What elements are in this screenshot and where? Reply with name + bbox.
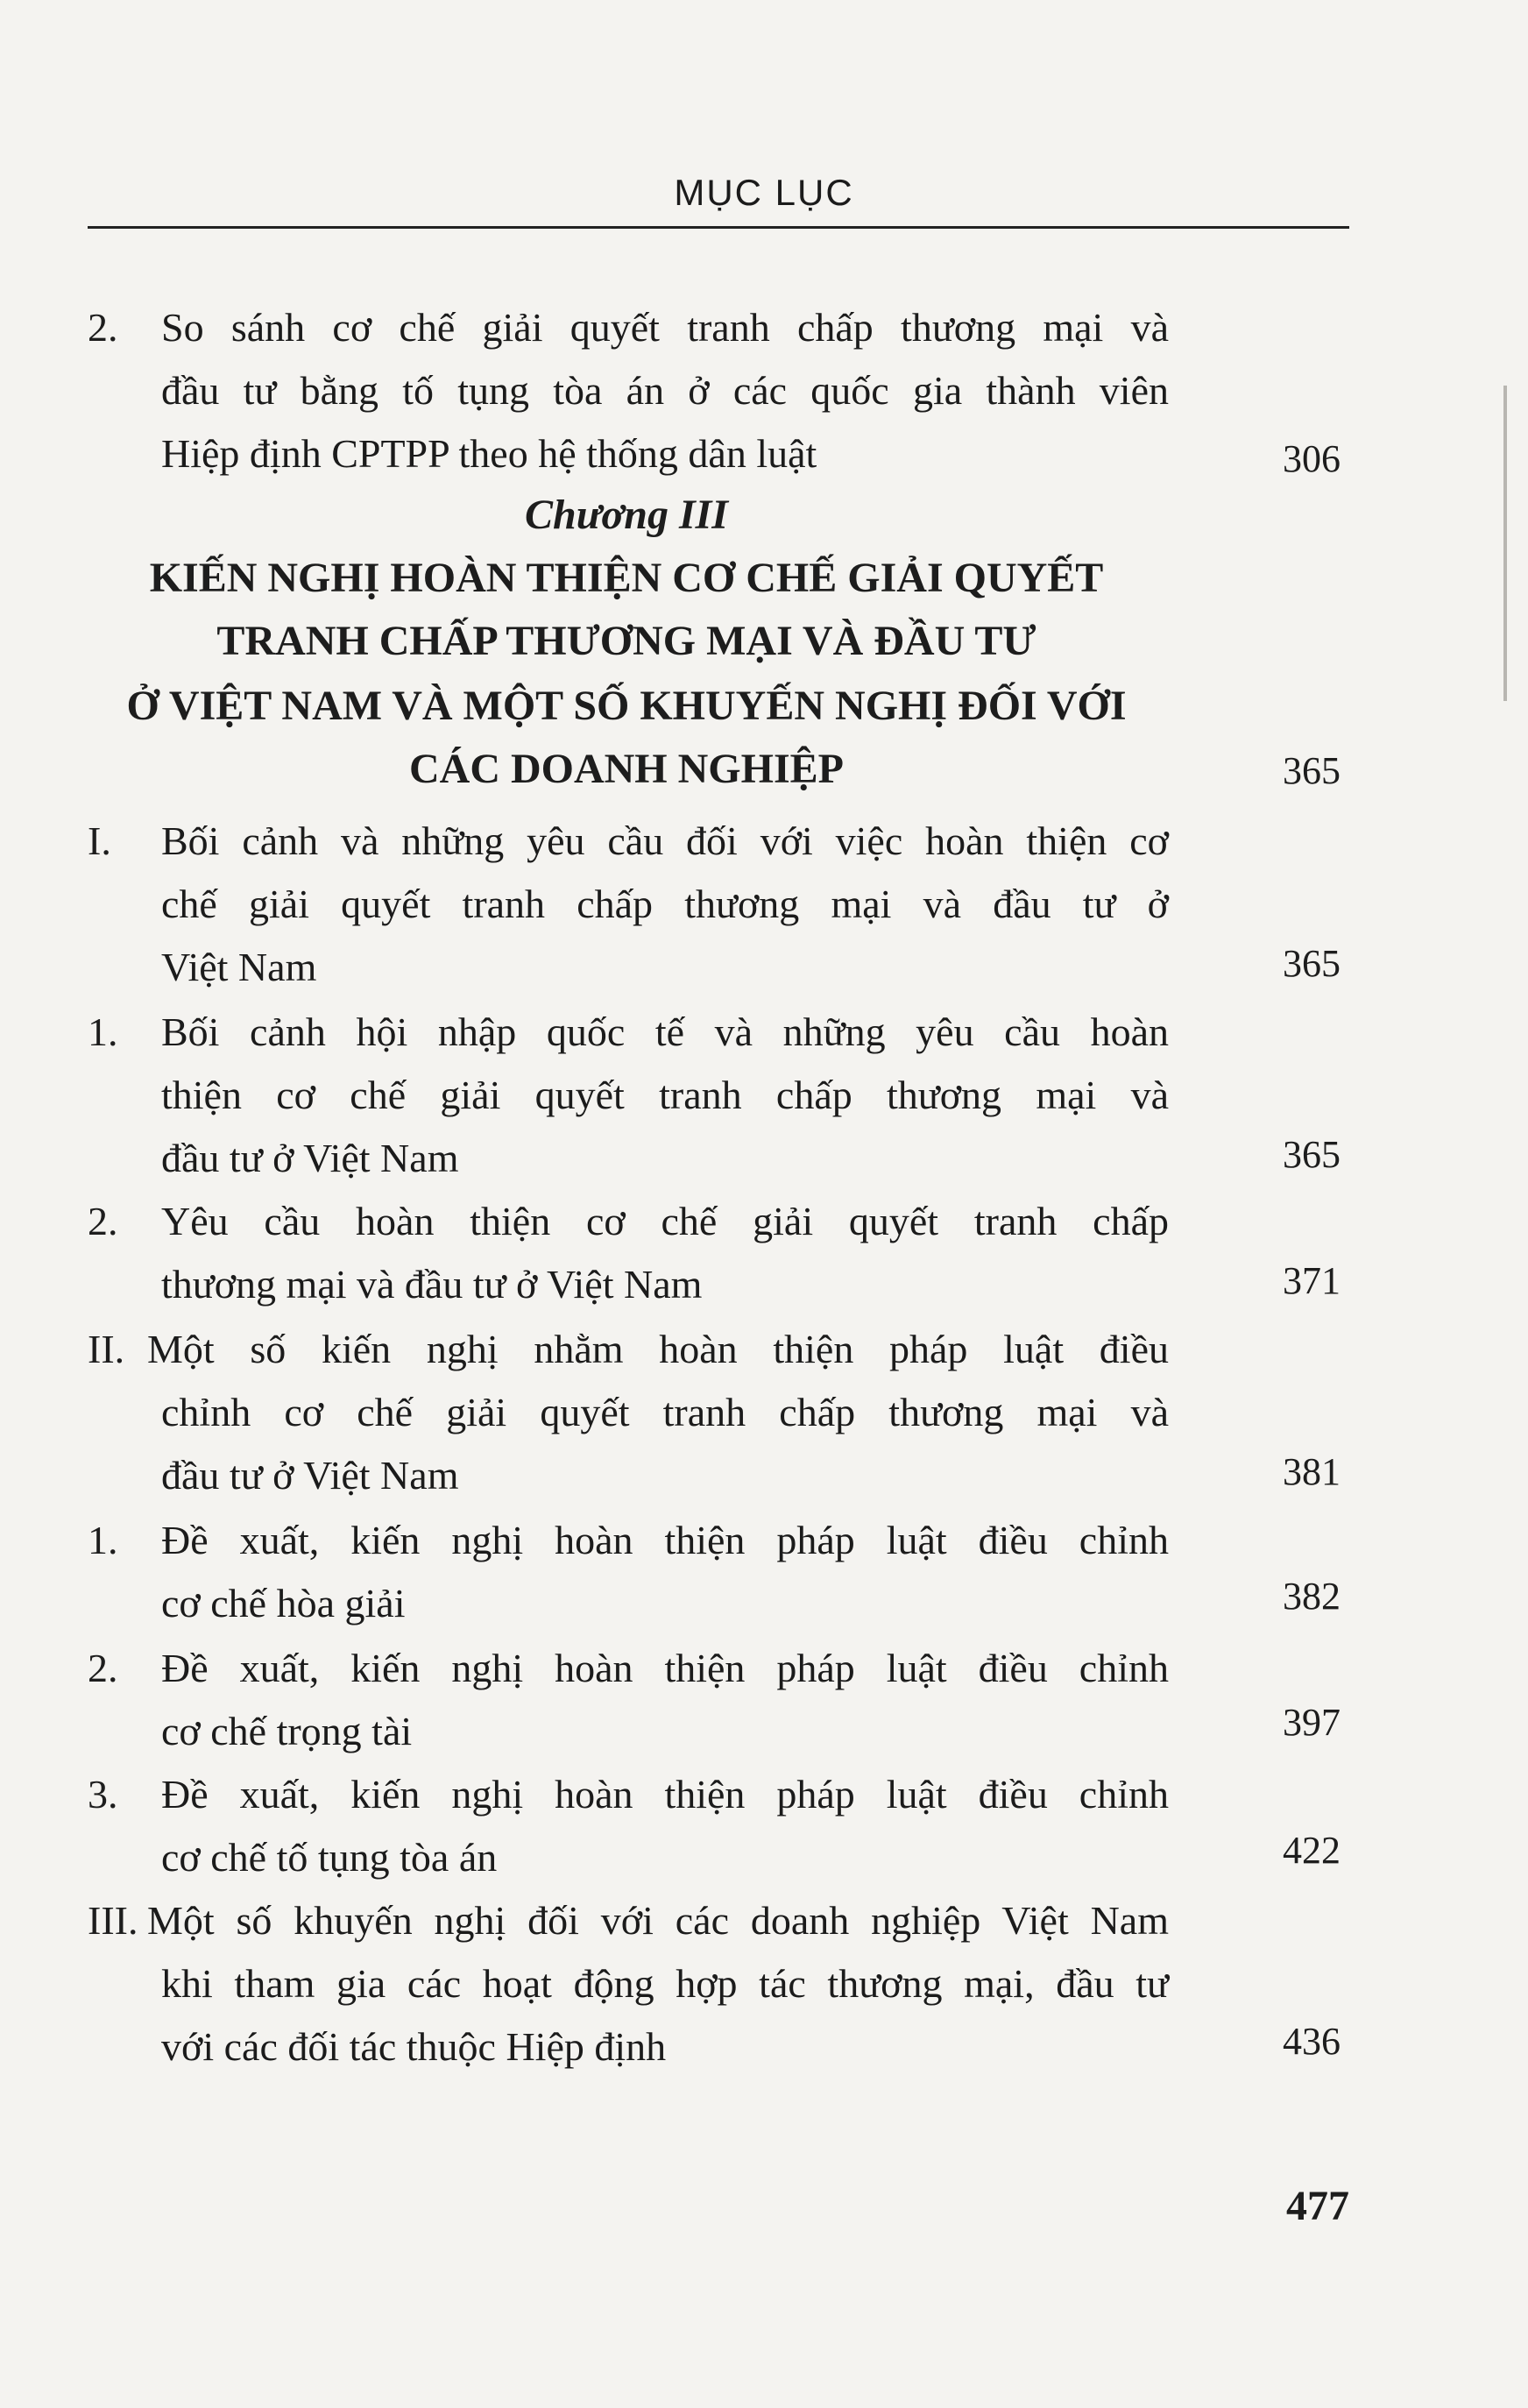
toc-entry-number: 2. <box>88 1199 118 1243</box>
chapter-page: 365 <box>1283 749 1341 792</box>
toc-entry-number: II. <box>88 1327 125 1371</box>
toc-entry-line: Một số kiến nghị nhằm hoàn thiện pháp luật điều <box>147 1327 1169 1371</box>
toc-entry-page: 306 <box>1283 437 1341 480</box>
page-number: 477 <box>1286 2183 1349 2229</box>
chapter-title-line: CÁC DOANH NGHIỆP <box>408 746 844 792</box>
chapter-label: Chương III <box>525 492 728 538</box>
toc-entry-line: Yêu cầu hoàn thiện cơ chế giải quyết tranh chấp <box>161 1199 1169 1243</box>
toc-entry-line: đầu tư ở Việt Nam <box>161 1136 459 1180</box>
chapter-title-line: Ở VIỆT NAM VÀ MỘT SỐ KHUYẾN NGHỊ ĐỐI VỚI <box>126 683 1127 729</box>
toc-entry-line: So sánh cơ chế giải quyết tranh chấp thương mại và <box>161 305 1169 350</box>
toc-entry-line: Bối cảnh hội nhập quốc tế và những yêu cầu hoàn <box>161 1009 1169 1054</box>
toc-entry-page: 381 <box>1283 1450 1341 1493</box>
toc-entry-number: 1. <box>88 1009 118 1054</box>
toc-entry-line: Việt Nam <box>161 945 317 989</box>
toc-entry-number: 3. <box>88 1772 118 1817</box>
toc-entry-number: III. <box>88 1898 138 1943</box>
toc-entry-line: khi tham gia các hoạt động hợp tác thương mại, đầu tư <box>161 1961 1169 2006</box>
toc-entry-page: 436 <box>1283 2020 1341 2063</box>
toc-entry-line: Đề xuất, kiến nghị hoàn thiện pháp luật điều chỉnh <box>161 1518 1169 1562</box>
toc-entry-line: Bối cảnh và những yêu cầu đối với việc hoàn thiện cơ <box>161 818 1169 863</box>
page-edge-shadow <box>1503 386 1507 701</box>
toc-entry-line: thương mại và đầu tư ở Việt Nam <box>161 1262 703 1307</box>
page-header-title: MỤC LỤC <box>674 172 854 213</box>
toc-entry-page: 371 <box>1283 1259 1341 1302</box>
toc-entry-page: 382 <box>1283 1575 1341 1618</box>
toc-entry-line: Một số khuyến nghị đối với các doanh nghiệp Việt Nam <box>147 1898 1169 1943</box>
toc-entry-line: Đề xuất, kiến nghị hoàn thiện pháp luật điều chỉnh <box>161 1646 1169 1690</box>
toc-entry-number: 2. <box>88 305 118 350</box>
toc-entry-number: I. <box>88 818 111 863</box>
toc-entry-page: 365 <box>1283 1133 1341 1176</box>
toc-entry-line: Hiệp định CPTPP theo hệ thống dân luật <box>161 431 817 476</box>
chapter-title-line: KIẾN NGHỊ HOÀN THIỆN CƠ CHẾ GIẢI QUYẾT <box>149 555 1104 601</box>
toc-entry-line: chế giải quyết tranh chấp thương mại và đầu tư ở <box>161 882 1169 926</box>
toc-entry-line: thiện cơ chế giải quyết tranh chấp thương mại và <box>161 1073 1169 1117</box>
toc-entry-page: 365 <box>1283 942 1341 985</box>
toc-entry-line: Đề xuất, kiến nghị hoàn thiện pháp luật điều chỉnh <box>161 1772 1169 1817</box>
toc-entry-line: cơ chế hòa giải <box>161 1581 406 1625</box>
toc-entry-line: cơ chế tố tụng tòa án <box>161 1835 498 1880</box>
chapter-title-line: TRANH CHẤP THƯƠNG MẠI VÀ ĐẦU TƯ <box>216 618 1036 664</box>
toc-entry-line: chỉnh cơ chế giải quyết tranh chấp thương mại và <box>161 1390 1169 1434</box>
toc-entry-page: 422 <box>1283 1829 1341 1872</box>
toc-entry-number: 1. <box>88 1518 118 1562</box>
toc-entry-number: 2. <box>88 1646 118 1690</box>
toc-entry-line: đầu tư ở Việt Nam <box>161 1453 459 1498</box>
toc-entry-line: cơ chế trọng tài <box>161 1709 413 1753</box>
toc-entry-line: với các đối tác thuộc Hiệp định <box>161 2024 667 2069</box>
toc-entry-line: đầu tư bằng tố tụng tòa án ở các quốc gia thành viên <box>161 368 1169 413</box>
toc-entry-page: 397 <box>1283 1701 1341 1744</box>
